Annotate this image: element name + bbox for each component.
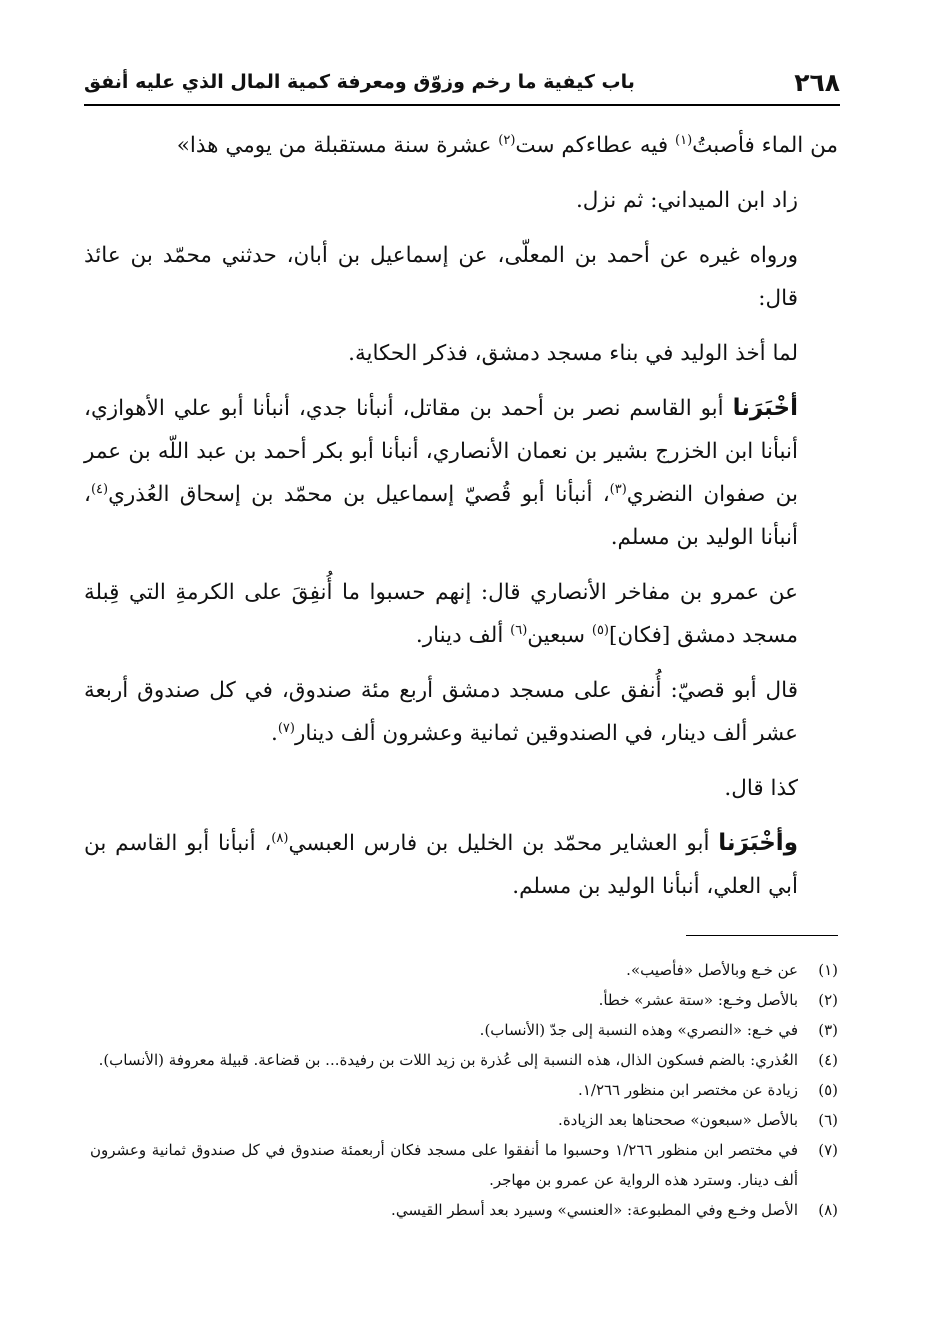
footnote-number: (٢)	[818, 991, 838, 1009]
footnote-number: (٨)	[818, 1201, 838, 1219]
paragraph: كذا قال.	[724, 776, 798, 801]
text-span: .	[270, 721, 278, 746]
text-span: سبعين	[527, 623, 592, 648]
footnote-ref[interactable]: (١)	[675, 132, 693, 148]
paragraph	[84, 822, 838, 908]
footnote-number: (٧)	[818, 1141, 838, 1159]
footnote	[90, 1195, 838, 1225]
footnote-ref[interactable]: (٢)	[498, 132, 516, 148]
footnote-ref[interactable]: (٣)	[609, 481, 627, 497]
paragraph: ورواه غيره عن أحمد بن المعلّى، عن إسماعيل بن أبان، حدثني محمّد بن عائذ قال:	[84, 243, 798, 311]
footnote-text: زيادة عن مختصر ابن منظور ١/٢٦٦.	[578, 1081, 798, 1099]
footnote-number: (٥)	[818, 1081, 838, 1099]
text-span: عشرة سنة مستقبلة من يومي هذا»	[176, 133, 499, 158]
footnote-ref[interactable]: (٨)	[271, 830, 289, 846]
text-span: أبو العشاير محمّد بن الخليل بن فارس العبسي	[288, 831, 719, 856]
footnote-number: (٦)	[818, 1111, 838, 1129]
page-number: ٢٦٨	[794, 67, 840, 97]
footnote-text: في مختصر ابن منظور ١/٢٦٦ وحسبوا ما أنفقوا على مسجد فكان أربعمئة صندوق في كل صندوق ثمانية وعشرون ألف دينار. وسترد هذه الرواية عن عمرو بن مهاجر.	[90, 1141, 798, 1189]
footnote	[90, 955, 838, 985]
footnote	[90, 1015, 838, 1045]
page-header	[84, 60, 840, 104]
text-span: فيه عطاءكم ست	[515, 133, 675, 158]
footnote-text: في خـع: «النصري» وهذه النسبة إلى جدّ (الأنساب).	[479, 1021, 798, 1039]
footnote-text: عن خـع وبالأصل «فأصيب».	[626, 961, 798, 979]
header-rule	[84, 104, 840, 106]
paragraph	[84, 571, 838, 657]
paragraph	[84, 124, 838, 167]
footnote-text: بالأصل «سبعون» صححناها بعد الزيادة.	[558, 1111, 798, 1129]
text-span: ، أنبأنا الوليد بن مسلم.	[84, 482, 798, 550]
footnotes	[90, 955, 838, 1225]
running-title: باب كيفية ما رخم وزوّق ومعرفة كمية المال الذي عليه أنفق	[84, 71, 635, 93]
footnote-number: (٤)	[818, 1051, 838, 1069]
footnote-text: بالأصل وخـع: «ستة عشر» خطأ.	[598, 991, 798, 1009]
footnote-number: (١)	[818, 961, 838, 979]
narrator-keyword: أخْبَرَنا	[732, 395, 798, 421]
text-span: من الماء فأصبتُ	[692, 133, 838, 158]
footnote	[90, 1075, 838, 1105]
paragraph	[84, 387, 838, 559]
text-span: ، أنبأنا أبو القاسم بن أبي العلي، أنبأنا الوليد بن مسلم.	[84, 831, 798, 899]
footnote	[90, 985, 838, 1015]
text-span: ، أنبأنا أبو قُصيّ إسماعيل بن محمّد بن إسحاق العُذري	[108, 482, 610, 507]
text-span: عن عمرو بن مفاخر الأنصاري قال: إنهم حسبوا ما أُنفِقَ على الكرمةِ التي قِبلة مسجد دمشق [فكان]	[84, 580, 798, 648]
footnote-ref[interactable]: (٥)	[591, 622, 609, 638]
footnote-number: (٣)	[818, 1021, 838, 1039]
footnote	[90, 1105, 838, 1135]
text-span: قال أبو قصيّ: أُنفق على مسجد دمشق أربع مئة صندوق، في كل صندوق أربعة عشر ألف دينار، في الصندوقين ثمانية وعشرون ألف دينار	[84, 678, 798, 746]
footnote-rule	[686, 935, 838, 936]
text-span: أبو القاسم نصر بن أحمد بن مقاتل، أنبأنا جدي، أنبأنا أبو علي الأهوازي، أنبأنا ابن الخزرج بشير بن نعمان الأنصاري، أنبأنا أبو بكر أحمد بن عبد اللّه بن عمر بن صفوان النضري	[84, 396, 798, 507]
footnote-text: العُذري: بالضم فسكون الذال، هذه النسبة إلى عُذرة بن زيد اللات بن رفيدة... بن قضاعة. قبيلة معروفة (الأنساب).	[98, 1051, 798, 1069]
footnote-ref[interactable]: (٦)	[510, 622, 528, 638]
narrator-keyword: وأخْبَرَنا	[718, 830, 798, 856]
paragraph: لما أخذ الوليد في بناء مسجد دمشق، فذكر الحكاية.	[348, 341, 798, 366]
footnote	[90, 1135, 838, 1195]
text-span: ألف دينار.	[415, 623, 511, 648]
paragraph: زاد ابن الميداني: ثم نزل.	[575, 188, 798, 213]
main-text	[84, 124, 838, 908]
footnote-ref[interactable]: (٧)	[277, 720, 295, 736]
footnote-ref[interactable]: (٤)	[90, 481, 109, 497]
footnote-text: الأصل وخـع وفي المطبوعة: «العنسي» وسيرد بعد أسطر القيسي.	[391, 1201, 798, 1219]
footnote	[90, 1045, 838, 1075]
paragraph	[84, 669, 838, 755]
